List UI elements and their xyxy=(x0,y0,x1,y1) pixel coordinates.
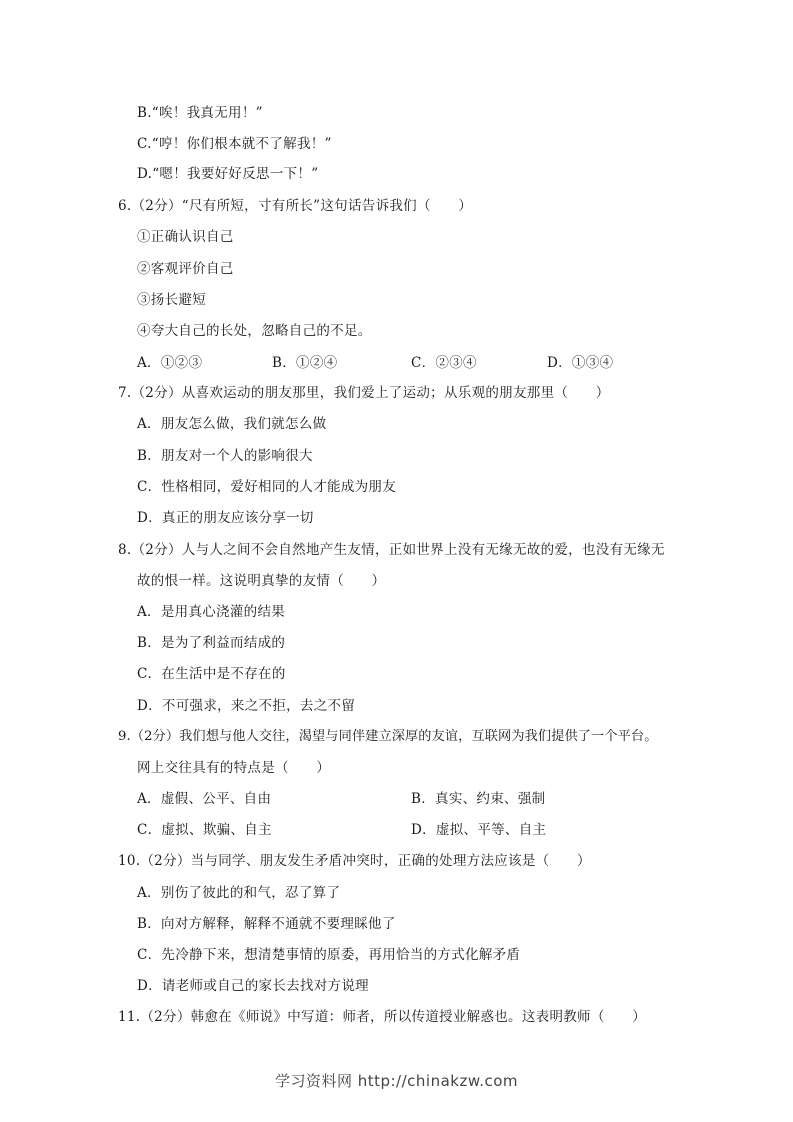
q6-item-3: ③扬长避短 xyxy=(137,292,206,308)
q9-option-b: B．真实、约束、强制 xyxy=(411,791,546,807)
q8-stem-line1: 8.（2分）人与人之间不会自然地产生友情，正如世界上没有无缘无故的爱，也没有无缘无 xyxy=(118,542,665,558)
q10-stem: 10.（2分）当与同学、朋友发生矛盾冲突时，正确的处理方法应该是（ ） xyxy=(118,853,591,869)
q7-option-c: C．性格相同，爱好相同的人才能成为朋友 xyxy=(137,479,397,495)
q9-option-a: A．虚假、公平、自由 xyxy=(137,791,272,807)
q11-stem: 11.（2分）韩愈在《师说》中写道：师者，所以传道授业解惑也。这表明教师（ ） xyxy=(118,1009,647,1025)
q6-option-a: A．①②③ xyxy=(137,355,203,371)
q6-option-b: B．①②④ xyxy=(272,355,338,371)
q6-option-d: D．①③④ xyxy=(547,355,614,371)
q6-item-4: ④夸大自己的长处，忽略自己的不足。 xyxy=(137,323,372,339)
q5-option-b: B.“唉！我真无用！” xyxy=(137,105,263,121)
q7-option-a: A．朋友怎么做，我们就怎么做 xyxy=(137,416,327,432)
q8-option-a: A．是用真心浇灌的结果 xyxy=(137,604,286,620)
q8-option-d: D．不可强求，来之不拒，去之不留 xyxy=(137,698,356,714)
q6-item-1: ①正确认识自己 xyxy=(137,229,234,245)
q5-option-d: D.“嗯！我要好好反思一下！” xyxy=(137,166,319,182)
q8-stem-line2: 故的恨一样。这说明真挚的友情（ ） xyxy=(137,573,386,589)
q9-option-d: D．虚拟、平等、自主 xyxy=(411,822,547,838)
q10-option-b: B．向对方解释，解释不通就不要理睬他了 xyxy=(137,916,396,932)
q9-stem-line1: 9.（2分）我们想与他人交往，渴望与同伴建立深厚的友谊，互联网为我们提供了一个平台。 xyxy=(118,729,658,744)
q7-option-d: D．真正的朋友应该分享一切 xyxy=(137,510,314,526)
q10-option-c: C．先冷静下来，想清楚事情的原委，再用恰当的方式化解矛盾 xyxy=(137,947,521,963)
q9-option-c: C．虚拟、欺骗、自主 xyxy=(137,822,272,838)
q9-stem-line2: 网上交往具有的特点是（ ） xyxy=(137,760,331,776)
footer-watermark: 学习资料网 http://chinakzw.com xyxy=(274,1072,519,1090)
q7-option-b: B．朋友对一个人的影响很大 xyxy=(137,448,313,464)
q6-item-2: ②客观评价自己 xyxy=(137,261,234,277)
q5-option-c: C.“哼！你们根本就不了解我！” xyxy=(137,136,332,152)
q6-stem: 6.（2分）“尺有所短，寸有所长”这句话告诉我们（ ） xyxy=(118,198,473,214)
q6-option-c: C．②③④ xyxy=(411,355,477,371)
q7-stem: 7.（2分）从喜欢运动的朋友那里，我们爱上了运动；从乐观的朋友那里（ ） xyxy=(118,385,610,401)
q10-option-a: A．别伤了彼此的和气，忍了算了 xyxy=(137,885,341,901)
q8-option-c: C．在生活中是不存在的 xyxy=(137,666,286,682)
q10-option-d: D．请老师或自己的家长去找对方说理 xyxy=(137,978,369,994)
q8-option-b: B．是为了利益而结成的 xyxy=(137,635,286,651)
